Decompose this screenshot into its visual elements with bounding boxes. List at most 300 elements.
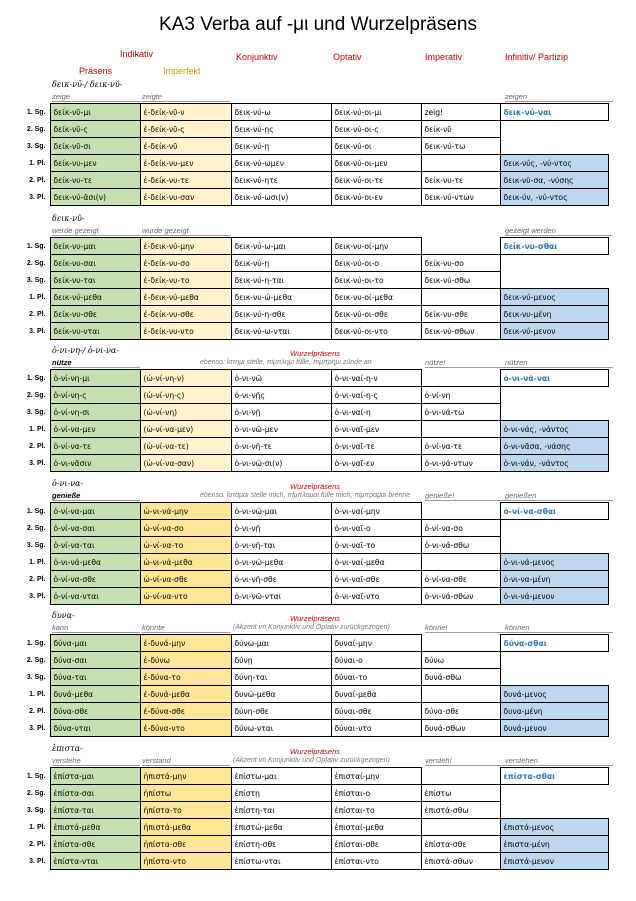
table-cell: ἐ-δείκ-νυ-σο [140,255,231,272]
table-row [18,370,608,387]
table-cell: ἐ-δείκ-νῡ-ν [140,104,231,121]
person-label: 1. Sg. [26,639,46,647]
table-row [18,520,608,537]
table-cell: ὀ-νι-νῇς [231,387,331,404]
person-label: 3. Pl. [29,327,46,335]
table-cell: δύνα-σθε [50,703,140,720]
table-row [18,802,608,819]
meaning-label: konnte [142,623,165,632]
table-cell [421,370,500,387]
meaning-underline [52,765,140,766]
table-cell: δύνω [421,652,500,669]
header-indikativ: Indikativ [120,49,154,59]
wurzelpraesens-label: Wurzelpräsens [290,747,341,756]
person-label: 1. Pl. [29,558,46,566]
table-cell: ὀ-νι-ναῖ-ντο [331,588,421,605]
table-cell: δεικ-νύ-η-ται [231,272,331,289]
table-cell [500,272,608,289]
meaning-underline [142,235,230,236]
person-label: 3. Pl. [29,857,46,865]
person-label: 3. Pl. [29,724,46,732]
table-cell: δυναί-μεθα [331,686,421,703]
table-row [18,121,608,138]
table-cell: ὀ-νί-να-νται [50,588,140,605]
person-label: 2. Pl. [29,840,46,848]
table-cell: ὀ-νι-νῶ-νται [231,588,331,605]
table-cell: ἐπιστώ-μεθα [231,819,331,836]
table-cell: ὀ-νι-νά-μεθα [50,554,140,571]
meaning-underline [505,235,613,236]
table-cell: ἐπίστα-σθαι [500,768,608,785]
person-label: 3. Sg. [26,673,46,681]
table-row [18,503,608,520]
table-cell: ὀ-νι-νά-τω [421,404,500,421]
table-cell: zeig! [421,104,500,121]
table-row [18,438,608,455]
table-cell [421,503,500,520]
meaning-underline [505,765,613,766]
stem-label: δεικ-νῡ-/ δεικ-νῠ- [52,80,123,89]
table-cell: ἐ-δύνω [140,652,231,669]
person-label: 1. Sg. [26,242,46,250]
table-cell: ὀ-νί-να-μαι [50,503,140,520]
table-cell: ὀ-νι-νῶ-σι(ν) [231,455,331,472]
person-label: 2. Sg. [26,789,46,797]
header-imperativ: Imperativ [425,52,463,62]
table-cell: δείκ-νυ-τε [421,172,500,189]
table-row [18,238,608,255]
person-label: 3. Sg. [26,806,46,814]
conjugation-table [18,634,609,737]
table-cell: δεικ-νύ-οι-ντο [331,323,421,340]
meaning-label: genieße [52,491,81,500]
table-cell [500,669,608,686]
stem-label: δυνα- [52,611,75,620]
table-cell: (ὠ-νί-να-τε) [140,438,231,455]
person-label: 1. Pl. [29,823,46,831]
table-cell: δείκ-νῡ-μι [50,104,140,121]
table-cell: ὀ-νι-νῆ-σθε [231,571,331,588]
meaning-label: genieße! [425,491,455,500]
table-row [18,255,608,272]
table-cell [500,802,608,819]
meaning-label: wurde gezeigt [142,226,189,235]
table-row [18,421,608,438]
table-cell: δύναι-ο [331,652,421,669]
table-cell: ὀ-νί-να-τε [50,438,140,455]
meaning-label: zeigte [142,92,163,101]
table-row [18,537,608,554]
table-cell: ἠπιστά-μεθα [140,819,231,836]
table-cell: ὠ-νί-να-σο [140,520,231,537]
meaning-label: nützen [505,358,528,367]
table-cell: δεικ-νύ-οι-ο [331,255,421,272]
table-cell: δεικ-νύ-ω [231,104,331,121]
table-cell: δεικ-νύ-ῃς [231,121,331,138]
ebenso-note: ebenso: ἵσταμαι stelle mich, πίμπλαμαι fülle mich, πίμπραμαι brenne [200,492,411,499]
table-cell: ὠ-νί-να-ντο [140,588,231,605]
table-cell: (ὠ-νί-να-μεν) [140,421,231,438]
meaning-label: werde gezeigt [52,226,99,235]
table-cell: δύναι-σθε [331,703,421,720]
table-cell [500,785,608,802]
table-row [18,138,608,155]
table-cell: ἐπίσται-το [331,802,421,819]
table-row [18,104,608,121]
meaning-underline [52,101,140,102]
table-cell: δεικ-νύ-οι-σθε [331,306,421,323]
table-cell: δεικ-νύ-μενον [500,323,608,340]
table-row [18,686,608,703]
table-cell: δεικ-ύν, -νύ-ντος [500,189,608,206]
table-row [18,819,608,836]
table-cell: δύναι-ντο [331,720,421,737]
meaning-underline [425,500,513,501]
table-cell: ὀ-νί-να-σθαι [500,503,608,520]
meaning-label: gezeigt werden [505,226,556,235]
table-cell: δεικ-νύ-οι-εν [331,189,421,206]
table-cell: ὀ-νί-νη-ς [50,387,140,404]
table-cell: ὀ-νι-ναί-η-ς [331,387,421,404]
person-label: 3. Pl. [29,592,46,600]
table-cell: ἐπίστα-σαι [50,785,140,802]
table-cell: ἐ-δείκ-νυ-μεν [140,155,231,172]
meaning-underline [505,500,613,501]
table-cell: δείκ-νῡ-σι [50,138,140,155]
meaning-underline [142,765,230,766]
table-cell: δεικ-νύ-μενος [500,289,608,306]
conjugation-table [18,369,609,472]
table-row [18,836,608,853]
table-cell: ἐ-δείκ-νῡ-ς [140,121,231,138]
table-cell [421,686,500,703]
table-cell: ὀ-νι-νῇ [231,520,331,537]
meaning-label: nütze! [425,358,446,367]
table-cell: ὀ-νι-νά-μενον [500,588,608,605]
meaning-underline [52,632,140,633]
meaning-underline [425,367,513,368]
person-label: 2. Pl. [29,310,46,318]
table-cell: ἐ-δείκ-νυ-σθε [140,306,231,323]
table-row [18,785,608,802]
header-konjunktiv: Konjunktiv [236,52,278,62]
conjugation-table [18,767,609,870]
person-label: 1. Sg. [26,108,46,116]
person-label: 2. Pl. [29,575,46,583]
table-cell: ὀ-νι-νῆ-ται [231,537,331,554]
table-cell: δύνα-ται [50,669,140,686]
table-cell: δείκ-νυ-σθαι [500,238,608,255]
section-2 [0,346,636,471]
table-cell: δεικ-νύ-οι-το [331,272,421,289]
table-cell: ἠπίστα-ντο [140,853,231,870]
table-cell: δεικ-νύ-οι-τε [331,172,421,189]
table-cell: δείκ-νυ-σθε [50,306,140,323]
meaning-label: genießen [505,491,537,500]
table-cell: δεικ-νύ-ντων [421,189,500,206]
table-cell: δεικ-νύ-οι-μι [331,104,421,121]
table-cell: ὀ-νι-ναῖ-μεν [331,421,421,438]
table-cell: δείκ-νυ-τε [50,172,140,189]
table-cell: ὀ-νι-ναῖ-σθε [331,571,421,588]
table-cell: ὀ-νί-νη-σι [50,404,140,421]
table-cell: δεικ-νύ-ω-μαι [231,238,331,255]
table-cell: ὀ-νι-ναί-η [331,404,421,421]
table-cell [500,121,608,138]
wurzelpraesens-label: Wurzelpräsens [290,349,341,358]
person-label: 2. Pl. [29,707,46,715]
table-cell [421,768,500,785]
table-cell: ἐπίσται-ντο [331,853,421,870]
table-cell [421,554,500,571]
stem-label: ὀ-νι-να- [52,479,84,488]
table-cell: ἐ-δείκ-νυ-ντο [140,323,231,340]
table-cell: δύνη-ται [231,669,331,686]
meaning-underline [505,632,613,633]
table-cell: ὀ-νί-να-σαι [50,520,140,537]
table-cell: δύνω-νται [231,720,331,737]
stem-label: ὀ-νι-νη-/ ὀ-νι-να- [52,346,120,355]
table-row [18,768,608,785]
table-cell: ἐ-δείκ-νῡ [140,138,231,155]
meaning-label: können [505,623,530,632]
table-cell: δείκ-νυ-μαι [50,238,140,255]
table-cell: δεικ-νύ-η-σθε [231,306,331,323]
table-cell: ἠπίστα-σθε [140,836,231,853]
meaning-underline [425,632,513,633]
meaning-underline [142,632,230,633]
table-row [18,635,608,652]
table-cell: ὀ-νι-νά-σθων [421,588,500,605]
table-cell: δείκ-νυ-νται [50,323,140,340]
table-row [18,853,608,870]
table-cell: ἐπιστά-σθων [421,853,500,870]
table-cell [500,255,608,272]
wurzelpraesens-label: Wurzelpräsens [290,614,341,623]
table-cell: δύνα-νται [50,720,140,737]
section-0 [0,80,636,205]
table-cell: δεικ-νυ-ώ-μεθα [231,289,331,306]
table-cell: ὀ-νι-νά-ναι [500,370,608,387]
table-cell: δείκ-νυ-σθε [421,306,500,323]
table-cell: ὀ-νί-να-σο [421,520,500,537]
table-cell [421,819,500,836]
table-cell: δυνώ-μεθα [231,686,331,703]
table-cell: ὀ-νι-ναί-η-ν [331,370,421,387]
table-cell: ὀ-νί-να-ται [50,537,140,554]
table-cell: ἐπιστά-μενον [500,853,608,870]
table-cell: δείκ-νυ-σο [421,255,500,272]
table-cell: ὀ-νι-νᾶσιν [50,455,140,472]
table-cell: ὀ-νι-ναί-μεθα [331,554,421,571]
table-cell: δεικ-νύ-τω [421,138,500,155]
person-label: 2. Sg. [26,125,46,133]
table-cell: δεικ-νύ-ωσι(ν) [231,189,331,206]
table-cell: ἐ-δεικ-νύ-μην [140,238,231,255]
conjugation-table [18,103,609,206]
table-row [18,289,608,306]
meaning-label: verstand [142,756,171,765]
table-cell: δείκ-νυ-μεν [50,155,140,172]
header-optativ: Optativ [333,52,362,62]
person-label: 1. Pl. [29,159,46,167]
meaning-label: verstehen [505,756,538,765]
table-row [18,554,608,571]
table-cell: ὀ-νί-νη-μι [50,370,140,387]
table-cell [500,138,608,155]
person-label: 2. Pl. [29,442,46,450]
table-cell: δείκ-νυ-ται [50,272,140,289]
table-cell: ἐπίστα-σθε [421,836,500,853]
table-cell: δυνά-μεθα [50,686,140,703]
meaning-label: versteh! [425,756,452,765]
header-praesens: Präsens [79,66,113,76]
table-cell: δύνω-μαι [231,635,331,652]
meaning-underline [52,367,140,368]
table-cell [421,155,500,172]
person-label: 1. Pl. [29,690,46,698]
table-cell: ὀ-νι-να-μένη [500,571,608,588]
person-label: 1. Pl. [29,293,46,301]
person-label: 3. Sg. [26,276,46,284]
meaning-label: kann [52,623,69,632]
table-cell [421,421,500,438]
section-4 [0,611,636,736]
person-label: 3. Sg. [26,142,46,150]
table-cell: ὀ-νι-νῶ [231,370,331,387]
table-cell: δύνα-μαι [50,635,140,652]
table-cell: δύνα-σθαι [500,635,608,652]
meaning-label: könne! [425,623,448,632]
table-cell [500,652,608,669]
table-cell: δεικ-νύς, -νύ-ντος [500,155,608,172]
table-cell: ὀ-νι-νᾶσα, -νάσης [500,438,608,455]
table-cell: ἐ-δύνα-ντο [140,720,231,737]
table-cell: ἐ-δύνα-σθε [140,703,231,720]
table-row [18,172,608,189]
table-cell: δεικ-νύ-ῃ [231,255,331,272]
table-cell: ὀ-νί-να-τε [421,438,500,455]
table-cell [500,520,608,537]
section-1 [0,214,636,339]
person-label: 2. Sg. [26,391,46,399]
stem-label: ἐπιστα- [52,744,83,753]
table-cell: (ὠ-νί-να-σαν) [140,455,231,472]
table-cell: ὀ-νι-ναῖ-το [331,537,421,554]
table-cell: ὀ-νί-νη [421,387,500,404]
meaning-label: zeigen [505,92,528,101]
table-cell: ἠπίστα-το [140,802,231,819]
table-cell: (ὠ-νί-νη) [140,404,231,421]
table-cell: (ὠ-νί-νη-ς) [140,387,231,404]
section-5 [0,744,636,869]
ebenso-note: (Akzent im Konjunktiv und Optativ zurückgezogen) [233,624,390,631]
table-cell: δυνά-σθων [421,720,500,737]
table-cell: δεικ-νύ-ω-νται [231,323,331,340]
table-cell: δυναί-μην [331,635,421,652]
person-label: 1. Sg. [26,374,46,382]
table-cell: (ὠ-νί-νη-ν) [140,370,231,387]
table-cell: ὀ-νι-νά-μενος [500,554,608,571]
table-cell: ὀ-νι-νάν, -νάντος [500,455,608,472]
table-cell: ἐπιστα-μένη [500,836,608,853]
table-row [18,155,608,172]
header-infinitiv-partizip: Infinitiv/ Partizip [505,52,569,62]
table-cell: δεικ-νύ-μεθα [50,289,140,306]
table-cell: ὠ-νι-νά-μην [140,503,231,520]
table-cell: ἐ-δείκ-νυ-τε [140,172,231,189]
table-cell: ὀ-νι-ναί-μην [331,503,421,520]
page-title: KA3 Verba auf -μι und Wurzelpräsens [159,14,477,35]
table-cell: δύνῃ [231,652,331,669]
table-cell [500,404,608,421]
table-row [18,571,608,588]
table-cell: ἐπίστω-μαι [231,768,331,785]
table-cell [421,238,500,255]
table-cell: ἐ-δυνά-μεθα [140,686,231,703]
table-cell: ὠ-νί-να-σθε [140,571,231,588]
table-row [18,652,608,669]
table-cell: ἐπιστά-μενος [500,819,608,836]
table-row [18,306,608,323]
conjugation-table [18,237,609,340]
table-cell: ὠ-νι-νά-μεθα [140,554,231,571]
table-cell: ἐπίσται-σθε [331,836,421,853]
table-cell: ἐπιστά-μεθα [50,819,140,836]
table-cell: ἐπίστῃ [231,785,331,802]
section-3 [0,479,636,604]
table-cell: ὀ-νι-νῶ-μαι [231,503,331,520]
table-cell [500,537,608,554]
meaning-underline [142,101,230,102]
table-cell: ὀ-νι-ναῖ-τε [331,438,421,455]
table-cell: ἐπίστα-νται [50,853,140,870]
conjugation-table [18,502,609,605]
table-cell: ἐ-δείκ-νυ-το [140,272,231,289]
meaning-underline [505,367,613,368]
table-cell: ἐ-δεικ-νύ-μεθα [140,289,231,306]
table-cell [500,387,608,404]
table-cell: ἐπίσται-ο [331,785,421,802]
table-cell: δυνά-σθω [421,669,500,686]
table-cell: ἐπίστη-ται [231,802,331,819]
person-label: 2. Sg. [26,524,46,532]
person-label: 1. Sg. [26,507,46,515]
table-row [18,404,608,421]
table-cell: ὀ-νι-νά-ντων [421,455,500,472]
table-row [18,189,608,206]
table-cell: ἐπίστω [421,785,500,802]
table-cell: ὀ-νί-να-σθε [50,571,140,588]
table-cell: δεικ-νύ-οι [331,138,421,155]
table-cell: ὀ-νι-νῆ-τε [231,438,331,455]
person-label: 3. Sg. [26,408,46,416]
table-cell: δύνα-σαι [50,652,140,669]
table-cell: ὀ-νι-νώ-μεθα [231,554,331,571]
table-cell: δύναι-το [331,669,421,686]
table-cell: δεικ-νυ-οί-μεθα [331,289,421,306]
table-cell: δυνά-μενον [500,720,608,737]
table-row [18,669,608,686]
table-cell [421,635,500,652]
table-cell: ὀ-νι-ναῖ-ο [331,520,421,537]
table-cell: ὀ-νι-νῇ [231,404,331,421]
table-cell: δύνη-σθε [231,703,331,720]
table-cell: δεικ-νύ-σθων [421,323,500,340]
table-cell [421,289,500,306]
table-cell: δεικ-νύ-ωμεν [231,155,331,172]
header-imperfekt: Imperfekt [163,66,201,76]
